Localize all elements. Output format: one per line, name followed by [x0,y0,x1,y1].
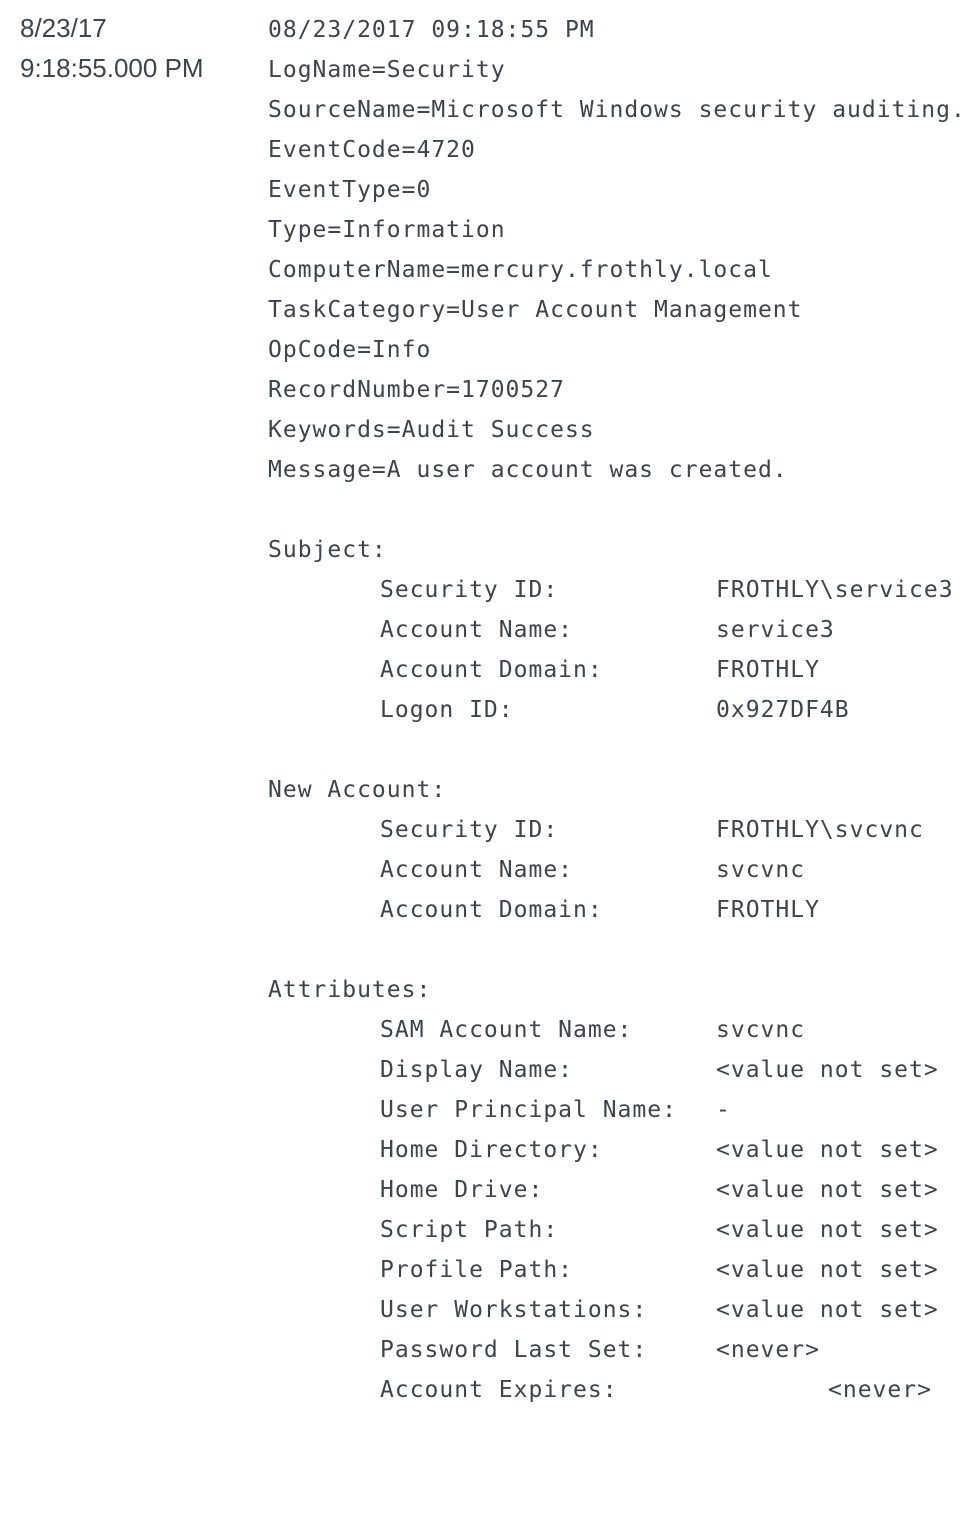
attribute-row [268,1090,966,1130]
attribute-label: User Principal Name: [380,1097,677,1123]
attribute-value: - [716,1097,731,1123]
new-account-value: svcvnc [716,857,806,883]
attribute-value: <value not set> [716,1177,939,1203]
attribute-value: <value not set> [716,1217,939,1243]
event-date: 8/23/17 [20,13,107,43]
new-account-row [268,850,966,890]
new-account-value: FROTHLY [716,897,820,923]
new-account-label: Account Domain: [380,897,603,923]
attribute-row [268,1010,966,1050]
field-keywords: Keywords=Audit Success [268,417,595,443]
attribute-label: User Workstations: [380,1297,648,1323]
field-recordnumber: RecordNumber=1700527 [268,377,565,403]
attribute-label: SAM Account Name: [380,1017,633,1043]
subject-row [268,610,966,650]
attribute-label: Script Path: [380,1217,559,1243]
subject-label: Account Name: [380,617,574,643]
attribute-value: <value not set> [716,1257,939,1283]
attribute-value: <value not set> [716,1297,939,1323]
subject-row [268,690,966,730]
subject-label: Security ID: [380,577,559,603]
field-eventcode: EventCode=4720 [268,137,476,163]
attribute-label: Profile Path: [380,1257,574,1283]
field-computername: ComputerName=mercury.frothly.local [268,257,773,283]
attribute-row [268,1370,966,1410]
new-account-label: Account Name: [380,857,574,883]
attribute-value: svcvnc [716,1017,806,1043]
new-account-row [268,890,966,930]
attribute-value: <never> [828,1377,932,1403]
subject-value: FROTHLY [716,657,820,683]
attribute-label: Account Expires: [380,1377,618,1403]
attribute-row [268,1210,966,1250]
subject-label: Account Domain: [380,657,603,683]
attributes-heading: Attributes: [268,977,432,1003]
subject-label: Logon ID: [380,697,514,723]
attribute-row [268,1290,966,1330]
attribute-row [268,1170,966,1210]
event-time: 9:18:55.000 PM [20,53,204,83]
field-message: Message=A user account was created. [268,457,788,483]
attribute-label: Display Name: [380,1057,574,1083]
subject-heading: Subject: [268,537,387,563]
field-type: Type=Information [268,217,506,243]
subject-row [268,650,966,690]
new-account-label: Security ID: [380,817,559,843]
attribute-label: Home Drive: [380,1177,544,1203]
field-taskcategory: TaskCategory=User Account Management [268,297,803,323]
subject-value: FROTHLY\service3 [716,577,954,603]
subject-value: 0x927DF4B [716,697,850,723]
attribute-row [268,1050,966,1090]
event-timestamp [20,8,204,88]
attribute-value: <value not set> [716,1137,939,1163]
attribute-label: Password Last Set: [380,1337,648,1363]
attribute-value: <never> [716,1337,820,1363]
attribute-row [268,1130,966,1170]
attribute-row [268,1250,966,1290]
field-opcode: OpCode=Info [268,337,432,363]
field-eventtype: EventType=0 [268,177,432,203]
new-account-value: FROTHLY\svcvnc [716,817,924,843]
new-account-heading: New Account: [268,777,447,803]
field-sourcename: SourceName=Microsoft Windows security auditing. [268,97,966,123]
subject-row [268,570,966,610]
attribute-label: Home Directory: [380,1137,603,1163]
subject-value: service3 [716,617,835,643]
event-raw-text [268,10,966,1410]
event-header-time: 08/23/2017 09:18:55 PM [268,17,595,43]
field-logname: LogName=Security [268,57,506,83]
new-account-row [268,810,966,850]
attribute-value: <value not set> [716,1057,939,1083]
attribute-row [268,1330,966,1370]
